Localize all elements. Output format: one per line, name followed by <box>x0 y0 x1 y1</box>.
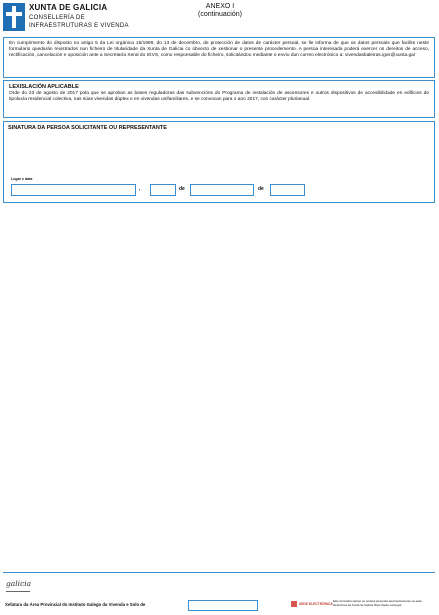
legislation-heading: LEXISLACIÓN APLICABLE <box>9 84 79 90</box>
office-label: Xefatura da Área Provincial do Instituto Galego da Vivenda e Solo de <box>5 602 146 607</box>
org-name: XUNTA DE GALICIA <box>29 3 108 12</box>
legislation-box <box>3 80 435 118</box>
annex-subtitle: (continuación) <box>198 11 242 18</box>
privacy-notice: En cumprimento do disposto no artigo 5 da Lei orgánica 15/1999, do 13 de decembro, de protección de datos de carácter persoal, se lle informa de que os datos persoais que facilite neste formulario quedarán rexistrados nun ficheiro de titularidade da Xunta de Galicia co obxecto de xestionar o presente procedemento. A persoa interesada poderá exercer os dereitos de acceso, rectificación, cancelación e oposición ante a Secretaría Xeral do IGVS, como responsable do ficheiro, solicitándoo mediante o envío dun correo electrónico a: vivendasbaleiras.igvs@xunta.gal <box>3 37 435 78</box>
year-input[interactable] <box>270 184 305 196</box>
eseal-icon <box>291 601 297 607</box>
footer-divider <box>3 572 435 573</box>
comma-separator: , <box>139 186 141 192</box>
galicia-logo: galicia <box>6 579 31 588</box>
office-province-input[interactable] <box>188 600 258 611</box>
annex-title-block <box>180 3 260 19</box>
department-name: CONSELLERÍA DE INFRAESTRUTURAS E VIVENDA <box>29 15 129 29</box>
signature-heading: SINATURA DA PERSOA SOLICITANTE OU REPRESENTANTE <box>8 125 167 131</box>
electronic-submission-note: Este formulario tamén se poderá presentar electronicamente na sede electrónica da Xunta de Galicia https://sede.xunta.gal <box>333 599 422 607</box>
place-input[interactable] <box>11 184 136 196</box>
eseal-badge: SEDE ELECTRÓNICA <box>291 601 333 607</box>
de-separator-1: de <box>179 186 185 192</box>
legislation-text: Orde do 23 de agosto de 2017 pola que se aproban as bases reguladoras das subvencións do Programa de instalación de ascensores e outros dispositivos de accesibilidade en edificios de tipoloxía residencial colectiva, nas súas vivendas dúplex e en vivendas unifamiliares, e se convocan para o ano 2017, con carácter plurianual. <box>9 91 429 102</box>
place-date-label: Lugar e data <box>11 177 33 181</box>
xunta-logo-icon <box>3 3 25 31</box>
day-input[interactable] <box>150 184 176 196</box>
month-input[interactable] <box>190 184 254 196</box>
annex-title: ANEXO I <box>205 3 235 10</box>
de-separator-2: de <box>258 186 264 192</box>
